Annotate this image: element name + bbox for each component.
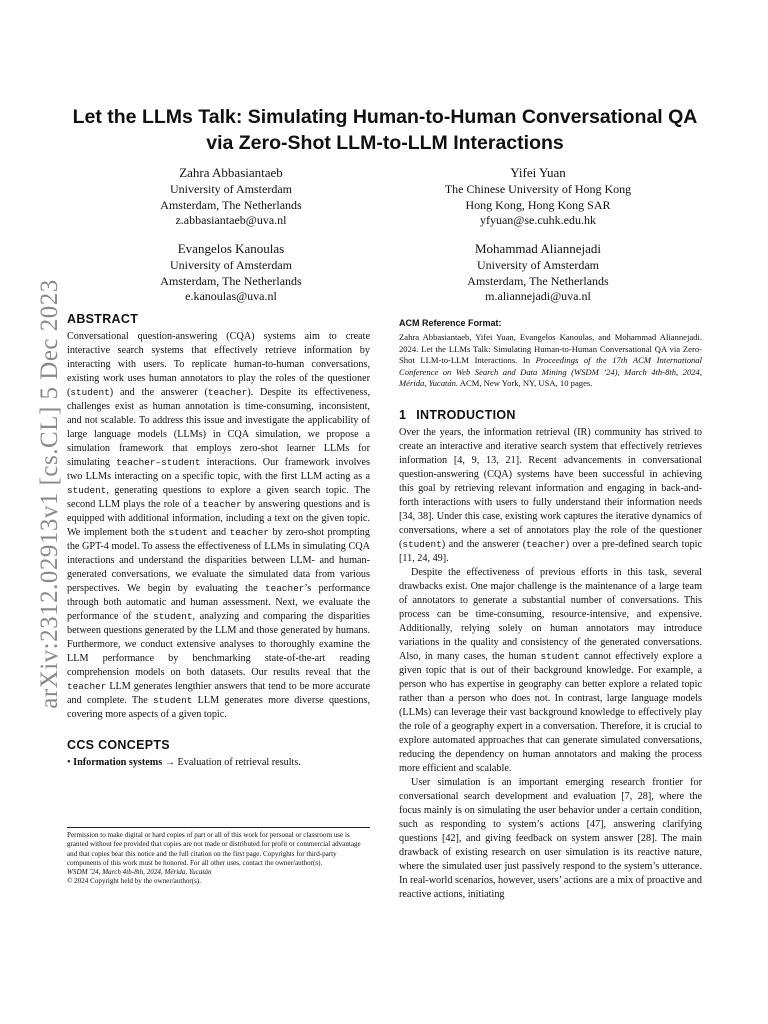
intro-paragraph-3: User simulation is an important emerging research frontier for conversational search development and evaluation [7, 28], where the focus mainly is on simulating the user behavior under a certain condition, such as responding to system’s actions [47], answering clarifying questions [42], and giving feedback on system answer [28]. The main drawback of existing research on user simulation is its reactive nature, where the simulated user just passively respond to the system’s utterance. In real-world scenarios, however, users’ actions are a mix of proactive and reactive actions, initiating xyxy=(399,776,702,900)
paper-title: Let the LLMs Talk: Simulating Human-to-Human Conversational QA via Zero-Shot LLM-to-LLM Interactions xyxy=(72,106,698,154)
author-affiliation: University of Amsterdam xyxy=(170,258,292,272)
author-affiliation: The Chinese University of Hong Kong xyxy=(444,182,632,196)
section-title: INTRODUCTION xyxy=(416,407,516,422)
author-block-3 xyxy=(101,240,361,305)
acm-reference-text: Zahra Abbasiantaeb, Yifei Yuan, Evangelos Kanoulas, and Mohammad Aliannejadi. 2024. Let the LLMs Talk: Simulating Human-to-Human Conversational QA via Zero-Shot LLM-to-LLM Interactions. In Proceedings of the 17th ACM International Conference on Web Search and Data Mining (WSDM ’24), March 4th-8th, 2024, Mérida, Yucatán. ACM, New York, NY, USA, 10 pages. xyxy=(399,332,702,389)
copyright-line: © 2024 Copyright held by the owner/author(s). xyxy=(67,877,202,886)
author-email: z.abbasiantaeb@uva.nl xyxy=(175,213,287,227)
author-location: Hong Kong, Hong Kong SAR xyxy=(465,197,611,212)
intro-paragraph-2: Despite the effectiveness of previous efforts in this task, several drawbacks exist. One major challenge is the maintenance of a large team of annotators to generate a substantial number of conversations. This process can be time-consuming, resource-intensive, and expensive. Additionally, relying solely on human annotators may introduce variations in the quality and consistency of the generated conversations. Also, in many cases, the human student cannot effectively explore a given topic that is out of their background knowledge. For example, a person who has expertise in geography can better explore a related topic rather than a person who does not. In contrast, large language models (LLMs) can leverage their vast background knowledge to effectively play the role of a geography expert in a conversation. Therefore, it is crucial to explore automated approaches that can generate simulated conversations, reducing the dependency on human annotators and making the process more efficient and scalable. xyxy=(399,566,702,774)
ccs-concepts-heading: CCS CONCEPTS xyxy=(67,738,170,752)
arxiv-identifier-stamp: arXiv:2312.02913v1 [cs.CL] 5 Dec 2023 xyxy=(36,279,63,709)
permission-notice xyxy=(67,827,370,887)
introduction-heading xyxy=(399,408,702,422)
author-location: Amsterdam, The Netherlands xyxy=(467,273,609,288)
right-column xyxy=(399,316,702,902)
abstract-text: Conversational question-answering (CQA) systems aim to create interactive search systems that effectively retrieve information by interacting with users. To replicate human-to-human conversations, existing work uses human annotators to play the roles of the questioner (student) and the answerer (teacher). Despite its effectiveness, challenges exist as human annotation is time-consuming, inconsistent, and not scalable. To address this issue and investigate the applicability of large language models (LLMs) in CQA simulation, we propose a simulation framework that employs zero-shot learner LLMs for simulating teacher–student interactions. Our framework involves two LLMs interacting on a specific topic, with the first LLM acting as a student, generating questions to explore a given search topic. The second LLM plays the role of a teacher by answering questions and is equipped with additional information, including a text on the given topic. We implement both the student and teacher by zero-shot prompting the GPT-4 model. To assess the effectiveness of LLMs in simulating CQA interactions and understand the disparities between LLM- and human-generated conversations, we evaluate the simulated data from various perspectives. We begin by evaluating the teacher’s performance through both automatic and human assessment. Next, we evaluate the performance of the student, analyzing and comparing the disparities between questions generated by the LLM and those generated by humans. Furthermore, we conduct extensive analyses to thoroughly examine the LLM performance by benchmarking state-of-the-art reading comprehension models on both datasets. Our results reveal that the teacher LLM generates lengthier answers that tend to be more accurate and complete. The student LLM generates more diverse questions, covering more aspects of a given topic. xyxy=(67,331,371,720)
author-location: Amsterdam, The Netherlands xyxy=(160,197,302,212)
author-name: Yifei Yuan xyxy=(510,165,566,180)
intro-paragraph-1: Over the years, the information retrieval (IR) community has strived to create an interactive and iterative search system that effectively retrieves information [4, 9, 13, 21]. Recent advancements in conversational question-answering (CQA) systems have been successful in achieving this goal by retrieving relevant information and engaging in back-and-forth interactions with users to fully understand their information needs [34, 38]. Under this case, existing work captures the iterative dynamics of conversations, where a set of annotators play the role of the questioner (student) and the answerer (teacher) over a pre-defined search topic [11, 24, 49]. xyxy=(399,426,702,564)
venue-line: WSDM ’24, March 4th-8th, 2024, Mérida, Yucatán xyxy=(67,868,212,877)
author-name: Zahra Abbasiantaeb xyxy=(179,165,283,180)
author-email: m.aliannejadi@uva.nl xyxy=(485,289,591,303)
author-block-1 xyxy=(101,164,361,229)
acm-reference-heading: ACM Reference Format: xyxy=(399,318,502,328)
permission-text: Permission to make digital or hard copies of part or all of this work for personal or classroom use is granted without fee provided that copies are not made or distributed for profit or commercial advantage and that copies bear this notice and the full citation on the first page. Copyrights for third-party components of this work must be honored. For all other uses, contact the owner/author(s). xyxy=(67,831,361,867)
author-email: yfyuan@se.cuhk.edu.hk xyxy=(479,213,597,227)
author-affiliation: University of Amsterdam xyxy=(477,258,599,272)
author-affiliation: University of Amsterdam xyxy=(170,182,292,196)
author-name: Evangelos Kanoulas xyxy=(177,241,285,256)
abstract-heading: ABSTRACT xyxy=(67,312,139,326)
author-location: Amsterdam, The Netherlands xyxy=(160,273,302,288)
section-number: 1 xyxy=(399,407,407,422)
author-email: e.kanoulas@uva.nl xyxy=(185,289,277,303)
ccs-concept-entry: • Information systems → Evaluation of retrieval results. xyxy=(67,757,301,768)
left-column xyxy=(67,312,370,770)
author-name: Mohammad Aliannejadi xyxy=(474,241,601,256)
author-block-2 xyxy=(408,164,668,229)
author-block-4 xyxy=(408,240,668,305)
